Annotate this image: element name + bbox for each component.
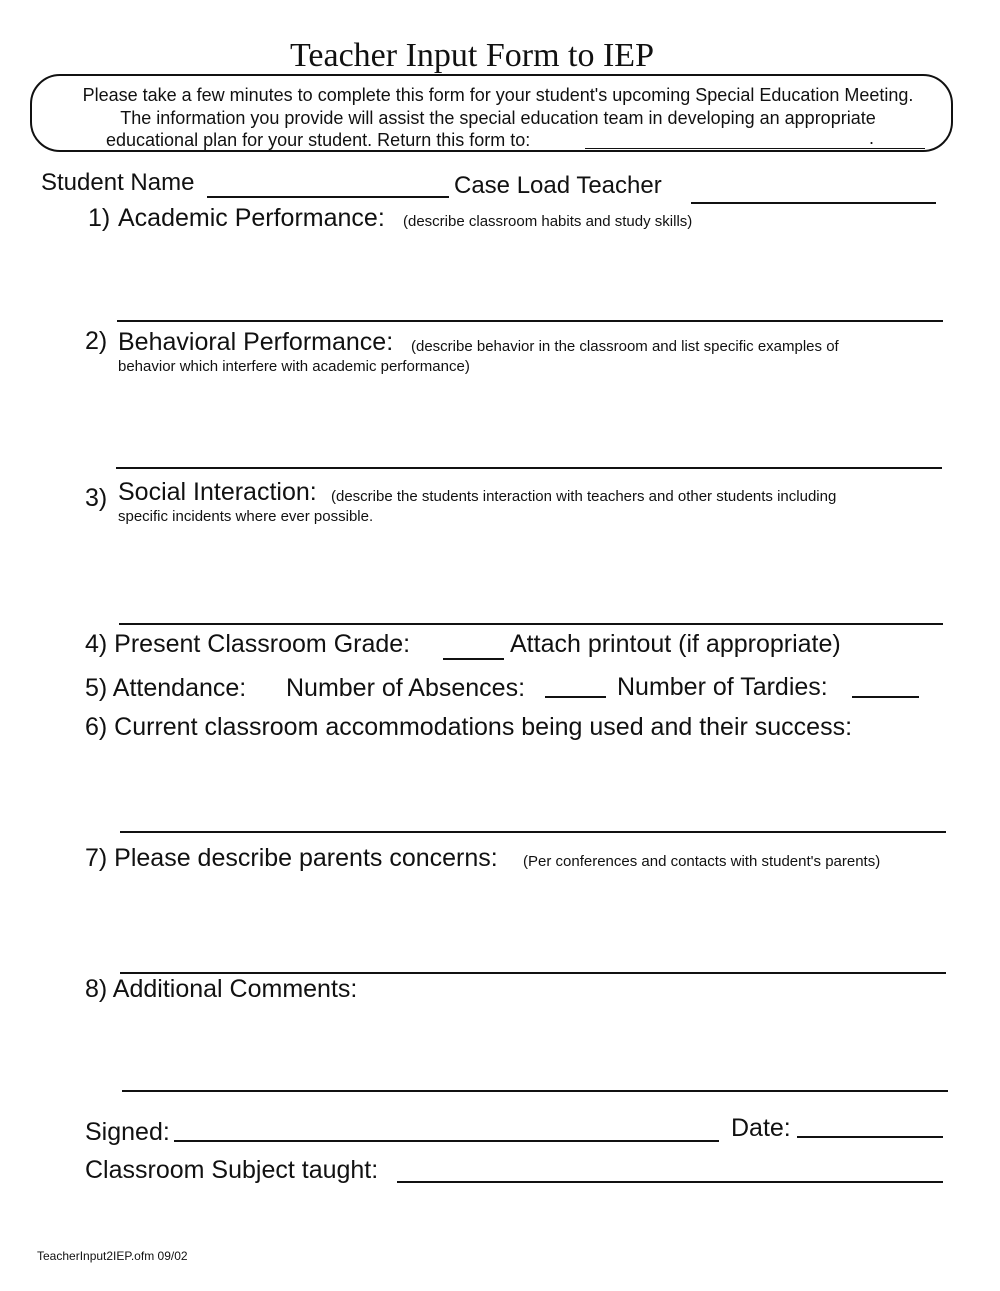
section-7-answer-line[interactable] xyxy=(120,972,946,974)
section-2-hint: (describe behavior in the classroom and list specific examples of xyxy=(411,338,839,355)
section-3-title: Social Interaction: xyxy=(118,478,317,506)
section-8-answer-line[interactable] xyxy=(122,1090,948,1092)
intro-line-1: Please take a few minutes to complete this form for your student's upcoming Special Education Meeting. xyxy=(82,85,914,105)
footer-code: TeacherInput2IEP.ofm 09/02 xyxy=(37,1249,188,1263)
section-1-hint: (describe classroom habits and study skills) xyxy=(403,213,693,230)
student-name-field[interactable] xyxy=(207,196,449,198)
section-7-hint: (Per conferences and contacts with student's parents) xyxy=(523,853,881,870)
grade-field[interactable] xyxy=(443,658,504,660)
absences-label: Number of Absences: xyxy=(286,674,526,702)
form-title: Teacher Input Form to IEP xyxy=(290,37,654,74)
section-1-title: Academic Performance: xyxy=(118,204,385,232)
case-load-teacher-field[interactable] xyxy=(691,202,936,204)
subject-label: Classroom Subject taught: xyxy=(85,1156,379,1184)
tardies-label: Number of Tardies: xyxy=(617,673,828,701)
date-label: Date: xyxy=(731,1114,791,1142)
subject-field[interactable] xyxy=(397,1181,943,1183)
absences-field[interactable] xyxy=(545,696,606,698)
tardies-field[interactable] xyxy=(852,696,919,698)
return-to-period: . xyxy=(869,128,875,148)
section-2-number: 2) xyxy=(85,327,108,355)
section-2-hint-2: behavior which interfere with academic performance) xyxy=(118,358,470,375)
section-6-answer-line[interactable] xyxy=(120,831,946,833)
section-2-answer-line[interactable] xyxy=(116,467,942,469)
intro-text xyxy=(28,84,968,152)
section-3-hint: (describe the students interaction with teachers and other students including xyxy=(331,488,837,505)
section-1-number: 1) xyxy=(88,204,111,232)
section-3-answer-line[interactable] xyxy=(119,623,943,625)
section-8-label: 8) Additional Comments: xyxy=(85,975,358,1003)
date-field[interactable] xyxy=(797,1136,943,1138)
return-to-label: educational plan for your student. Return this form to: xyxy=(106,130,531,150)
section-1-answer-line[interactable] xyxy=(117,320,943,322)
intro-line-2: The information you provide will assist the special education team in developing an appropriate xyxy=(120,107,876,128)
student-name-label: Student Name xyxy=(41,169,195,196)
section-4-label: 4) Present Classroom Grade: xyxy=(85,630,411,658)
case-load-teacher-label: Case Load Teacher xyxy=(454,172,662,199)
signature-field[interactable] xyxy=(174,1140,719,1142)
section-3-number: 3) xyxy=(85,484,108,512)
section-6-label: 6) Current classroom accommodations being used and their success: xyxy=(85,713,853,741)
section-7-label: 7) Please describe parents concerns: xyxy=(85,844,498,872)
attach-printout-label: Attach printout (if appropriate) xyxy=(510,630,841,658)
signed-label: Signed: xyxy=(85,1118,170,1146)
section-2-title: Behavioral Performance: xyxy=(118,328,394,356)
section-3-hint-2: specific incidents where ever possible. xyxy=(118,508,374,525)
section-5-label: 5) Attendance: xyxy=(85,674,247,702)
